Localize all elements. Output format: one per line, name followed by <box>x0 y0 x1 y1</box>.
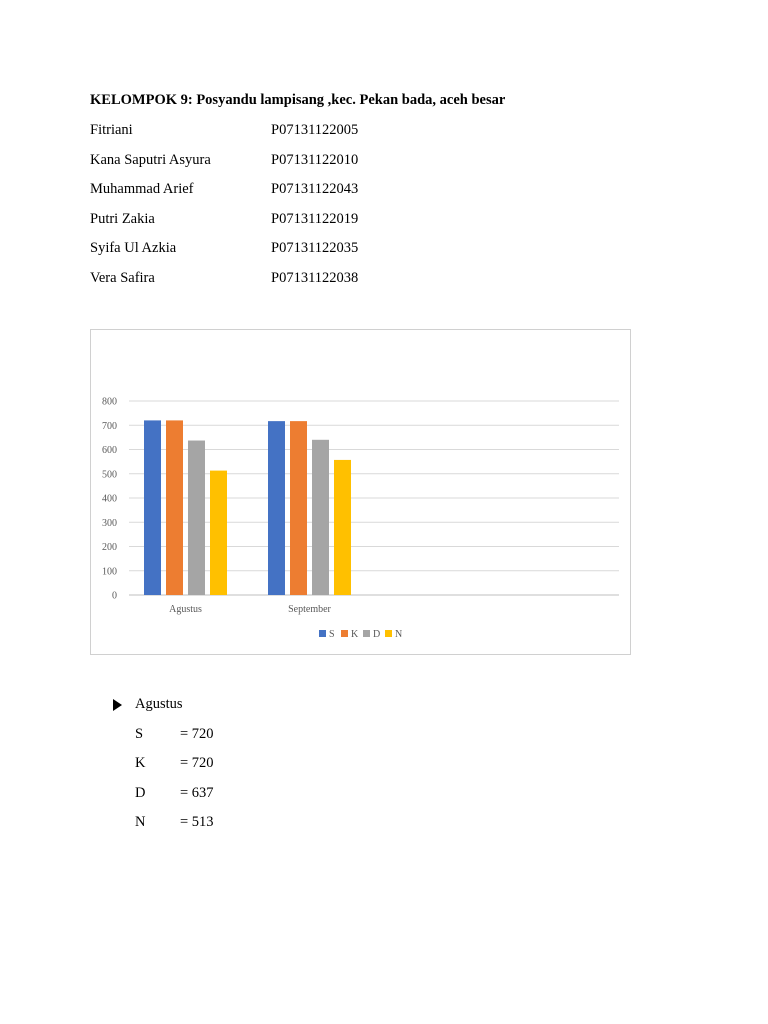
x-category-label: September <box>288 604 331 615</box>
legend-label: N <box>395 629 403 640</box>
y-tick-label: 200 <box>102 542 117 553</box>
bar-d <box>188 441 205 595</box>
y-tick-label: 0 <box>112 590 117 602</box>
summary-value: = 637 <box>180 784 214 801</box>
legend-swatch <box>341 630 348 637</box>
legend-label: K <box>351 629 359 640</box>
y-tick-label: 600 <box>102 445 117 456</box>
legend-label: D <box>373 629 381 640</box>
member-id: P07131122035 <box>271 240 359 257</box>
legend-swatch <box>319 630 326 637</box>
summary-heading-text: Agustus <box>135 696 183 712</box>
member-name: Muhammad Arief <box>90 181 194 198</box>
y-tick-label: 300 <box>102 517 117 529</box>
bar-chart-svg <box>91 330 632 656</box>
x-category-label: Agustus <box>169 604 202 615</box>
legend-label: S <box>329 629 335 640</box>
member-name: Fitriani <box>90 122 133 138</box>
summary-key: S <box>135 725 144 742</box>
legend-swatch <box>385 630 392 637</box>
document-title: KELOMPOK 9: Posyandu lampisang ,kec. Pekan bada, aceh besar <box>90 92 506 108</box>
summary-value: = 513 <box>180 814 214 831</box>
bar-n <box>334 460 351 595</box>
bar-chart <box>90 329 631 655</box>
member-name: Syifa Ul Azkia <box>90 240 177 257</box>
member-name: Kana Saputri Asyura <box>90 151 211 168</box>
bar-n <box>210 471 227 595</box>
member-id: P07131122005 <box>271 122 359 138</box>
summary-value: = 720 <box>180 755 214 772</box>
member-id: P07131122038 <box>271 269 359 286</box>
member-id: P07131122043 <box>271 181 359 198</box>
member-id: P07131122010 <box>271 151 359 168</box>
summary-key: N <box>135 814 146 831</box>
bar-k <box>166 420 183 595</box>
member-name: Putri Zakia <box>90 210 155 227</box>
summary-key: K <box>135 755 146 772</box>
legend-swatch <box>363 630 370 637</box>
bar-k <box>290 421 307 595</box>
y-tick-label: 400 <box>102 493 117 505</box>
member-id: P07131122019 <box>271 210 359 227</box>
summary-value: = 720 <box>180 725 214 742</box>
bar-s <box>144 420 161 595</box>
y-tick-label: 100 <box>102 566 117 578</box>
y-tick-label: 700 <box>102 420 117 432</box>
bar-s <box>268 421 285 595</box>
bar-d <box>312 440 329 595</box>
y-tick-label: 800 <box>102 396 117 408</box>
member-name: Vera Safira <box>90 269 155 286</box>
y-tick-label: 500 <box>102 469 117 481</box>
summary-key: D <box>135 784 146 801</box>
arrow-bullet-icon <box>113 699 122 711</box>
